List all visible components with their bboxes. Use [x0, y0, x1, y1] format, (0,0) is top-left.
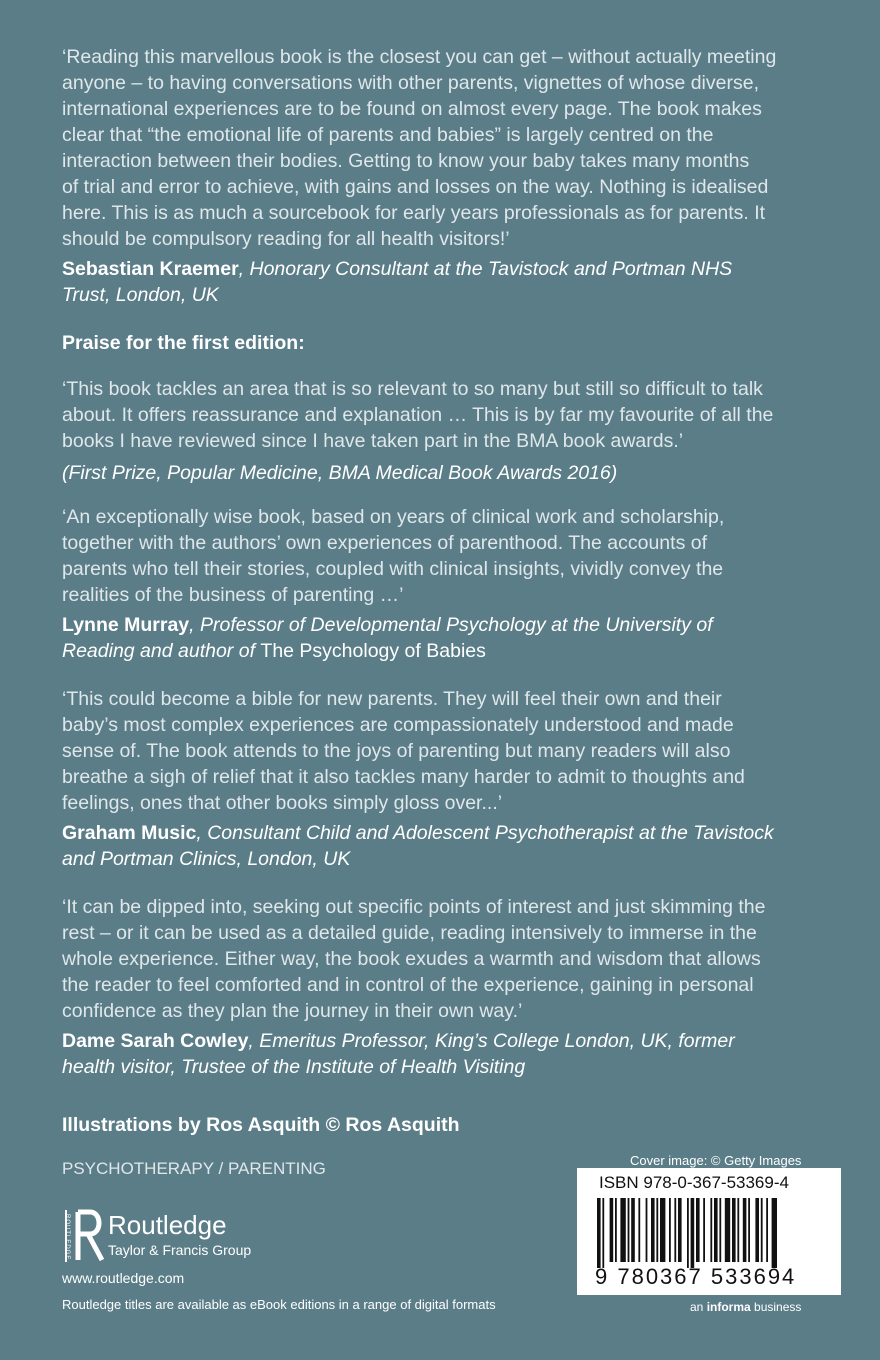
quote-line: should be compulsory reading for all health visitors!’ — [62, 228, 510, 250]
illustrations-credit — [62, 1114, 842, 1137]
logo-vertical-text: ROUTLEDGE — [64, 1214, 70, 1261]
barcode-bar — [687, 1198, 689, 1268]
reviewer-role: and Portman Clinics, London, UK — [62, 848, 351, 870]
barcode-bar — [678, 1198, 682, 1262]
quote-line: international experiences are to be found on almost every page. The book makes — [62, 98, 762, 120]
quote-line: interaction between their bodies. Getting to know your baby takes many months — [62, 150, 750, 172]
barcode-bar — [755, 1198, 759, 1262]
quote-line: about. It offers reassurance and explanation … This is by far my favourite of all the — [62, 404, 774, 426]
quote-line: confidence as they plan the journey in their own way.’ — [62, 1000, 523, 1022]
barcode-bar — [737, 1198, 739, 1262]
barcode-bar — [674, 1198, 676, 1262]
review-quote-1 — [62, 44, 842, 308]
quote-text — [62, 44, 842, 252]
barcode-bar — [660, 1198, 665, 1262]
reviewer-attribution — [62, 612, 842, 664]
informa-prefix: an — [690, 1300, 707, 1314]
barcode-bar — [772, 1198, 777, 1268]
barcode-bar — [669, 1198, 671, 1262]
quote-line: ‘This could become a bible for new parents. They will feel their own and their — [62, 688, 722, 710]
award-note: (First Prize, Popular Medicine, BMA Medical Book Awards 2016) — [62, 462, 618, 484]
quote-text — [62, 504, 842, 608]
category-text: PSYCHOTHERAPY / PARENTING — [62, 1159, 326, 1178]
informa-brand: informa — [706, 1300, 751, 1314]
quote-line: ‘This book tackles an area that is so relevant to so many but still so difficult to talk — [62, 378, 763, 400]
barcode-bar — [761, 1198, 763, 1262]
barcode-bar — [766, 1198, 768, 1262]
barcode-bar — [748, 1198, 750, 1262]
quote-line: the reader to feel comforted and in control of the experience, gaining in personal — [62, 974, 754, 996]
review-quote-5 — [62, 894, 842, 1080]
barcode-bar — [597, 1198, 601, 1268]
barcode-bars — [597, 1198, 823, 1268]
reviewer-role: , Consultant Child and Adolescent Psychotherapist at the Tavistock — [196, 822, 774, 844]
quote-line: rest – or it can be used as a detailed guide, reading intensively to immerse in the — [62, 922, 757, 944]
barcode-bar — [719, 1198, 721, 1262]
barcode-bar — [615, 1198, 617, 1262]
quote-line: parents who tell their stories, coupled with clinical insights, vividly convey the — [62, 558, 724, 580]
reviewer-role: , Professor of Developmental Psychology at the University of — [189, 614, 713, 636]
reviewer-attribution — [62, 1028, 842, 1080]
illustrations-text: Illustrations by Ros Asquith © Ros Asquith — [62, 1114, 460, 1136]
barcode-digits: 9 780367 533694 — [595, 1264, 797, 1289]
quote-line: breathe a sigh of relief that it also tackles many harder to admit to thoughts and — [62, 766, 745, 788]
quote-line: ‘It can be dipped into, seeking out specific points of interest and just skimming the — [62, 896, 766, 918]
quote-line: anyone – to having conversations with other parents, vignettes of whose diverse, — [62, 72, 759, 94]
quote-line: here. This is as much a sourcebook for early years professionals as for parents. It — [62, 202, 766, 224]
quote-line: feelings, ones that other books simply gloss over...’ — [62, 792, 503, 814]
barcode-bar — [610, 1198, 614, 1262]
reviewer-name: Lynne Murray — [62, 614, 190, 636]
barcode-bar — [714, 1198, 718, 1262]
cover-image-credit: Cover image: © Getty Images — [630, 1153, 802, 1168]
praise-section — [62, 332, 842, 355]
review-quote-4 — [62, 686, 842, 872]
barcode-bar — [620, 1198, 625, 1262]
reviewer-role: , Emeritus Professor, King’s College London, UK, former — [248, 1030, 735, 1052]
praise-heading: Praise for the first edition: — [62, 332, 305, 354]
barcode-bar — [631, 1198, 635, 1262]
quote-text — [62, 686, 842, 816]
quote-text — [62, 376, 842, 454]
quote-line: whole experience. Either way, the book exudes a warmth and wisdom that allows — [62, 948, 761, 970]
publisher-name: Routledge — [108, 1210, 227, 1240]
quote-line: ‘Reading this marvellous book is the closest you can get – without actually meeting — [62, 46, 777, 68]
reviewer-name: Dame Sarah Cowley — [62, 1030, 249, 1052]
isbn-label: ISBN 978-0-367-53369-4 — [599, 1173, 789, 1192]
publisher-url[interactable]: www.routledge.com — [62, 1270, 185, 1286]
reviewer-name: Graham Music — [62, 822, 197, 844]
barcode-bar — [743, 1198, 747, 1262]
reviewer-role: , Honorary Consultant at the Tavistock and Portman NHS — [238, 258, 733, 280]
quote-line: baby’s most complex experiences are compassionately understood and made — [62, 714, 734, 736]
barcode-bar — [651, 1198, 655, 1262]
reviewer-role: health visitor, Trustee of the Institute of Health Visiting — [62, 1056, 526, 1078]
book-title: The Psychology of Babies — [260, 640, 486, 662]
routledge-logo — [62, 1208, 282, 1264]
barcode-bar — [628, 1198, 630, 1262]
barcode-bar — [732, 1198, 736, 1262]
reviewer-attribution — [62, 256, 842, 308]
quote-line: books I have reviewed since I have taken part in the BMA book awards.’ — [62, 430, 684, 452]
barcode-bar — [696, 1198, 700, 1262]
reviewer-attribution — [62, 820, 842, 872]
reviewer-name: Sebastian Kraemer — [62, 258, 239, 280]
review-quote-3 — [62, 504, 842, 664]
ebook-note: Routledge titles are available as eBook editions in a range of digital formats — [62, 1297, 496, 1312]
barcode-bar — [646, 1198, 648, 1262]
quote-line: of trial and error to achieve, with gains and losses on the way. Nothing is idealised — [62, 176, 769, 198]
quote-text — [62, 894, 842, 1024]
barcode-bar — [725, 1198, 730, 1262]
quote-line: ‘An exceptionally wise book, based on years of clinical work and scholarship, — [62, 506, 725, 528]
quote-line: clear that “the emotional life of parents and babies” is largely centred on the — [62, 124, 714, 146]
isbn-barcode — [577, 1168, 841, 1295]
quote-line: realities of the business of parenting …’ — [62, 584, 404, 606]
quote-line: sense of. The book attends to the joys of parenting but many readers will also — [62, 740, 731, 762]
barcode-bar — [602, 1198, 604, 1268]
review-quote-2 — [62, 376, 842, 486]
barcode-bar — [710, 1198, 712, 1262]
quote-line: together with the authors’ own experiences of parenthood. The accounts of — [62, 532, 707, 554]
barcode-bar — [691, 1198, 695, 1268]
barcode-bar — [656, 1198, 658, 1262]
publisher-group: Taylor & Francis Group — [108, 1242, 252, 1258]
informa-tagline — [690, 1300, 801, 1314]
reviewer-role: Reading and author of — [62, 640, 261, 662]
barcode-bar — [703, 1198, 705, 1262]
informa-suffix: business — [750, 1300, 802, 1314]
reviewer-role: Trust, London, UK — [62, 284, 219, 306]
barcode-bar — [638, 1198, 640, 1262]
